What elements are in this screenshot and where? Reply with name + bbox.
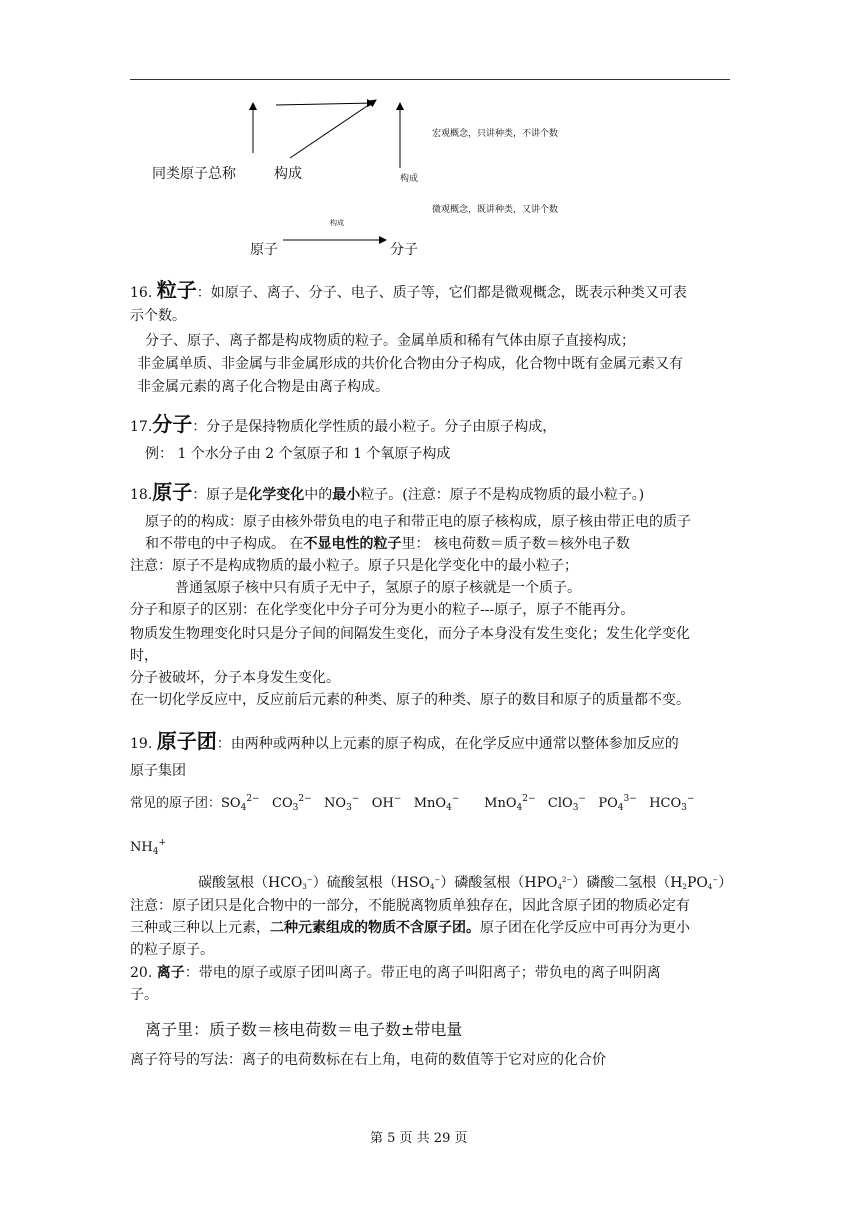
section-16-line3: 分子、原子、离子都是构成物质的粒子。金属单质和稀有气体由原子直接构成； <box>145 333 635 349</box>
arrow-diagonal <box>290 100 376 158</box>
section-20-line1: 20. 离子：带电的原子或原子团叫离子。带正电的离子叫阳离子；带负电的离子叫阴离 <box>130 965 661 981</box>
label-molecule: 分子 <box>390 242 418 258</box>
section-20-line3: 离子里：质子数＝核电荷数＝电子数±带电量 <box>145 1020 463 1039</box>
section-16-line5: 非金属元素的离子化合物是由离子构成。 <box>137 379 389 395</box>
section-17-line1: 17.分子：分子是保持物质化学性质的最小粒子。分子由原子构成， <box>130 412 557 436</box>
section-18-line1: 18.原子：原子是化学变化中的最小粒子。(注意：原子不是构成物质的最小粒子。) <box>130 480 645 504</box>
nh4-row: $NH_4^+$ <box>130 838 166 857</box>
term-atom: 原子 <box>152 480 193 504</box>
term-molecule: 分子 <box>152 412 193 436</box>
section-16-line1: 16. 粒子：如原子、离子、分子、电子、质子等，它们都是微观概念，既表示种类又可表 <box>130 278 687 302</box>
section-16-line2: 示个数。 <box>130 308 186 324</box>
label-same-atoms: 同类原子总称 <box>152 166 236 182</box>
section-18-line2: 原子的的构成：原子由核外带负电的电子和带正电的原子核构成，原子核由带正电的质子 <box>145 514 691 530</box>
section-19-line2: 原子集团 <box>130 763 186 779</box>
section-18-line9: 分子被破坏，分子本身发生变化。 <box>130 670 340 686</box>
page-footer: 第 5 页 共 29 页 <box>370 1131 468 1146</box>
label-macro: 宏观概念，只讲种类，不讲个数 <box>432 129 559 139</box>
label-atom: 原子 <box>250 242 278 258</box>
section-20-line4: 离子符号的写法：离子的电荷数标在右上角，电荷的数值等于它对应的化合价 <box>130 1052 606 1068</box>
term-atom-group: 原子团 <box>156 729 217 753</box>
section-19-line1: 19. 原子团：由两种或两种以上元素的原子构成，在化学反应中通常以整体参加反应的 <box>130 729 679 753</box>
section-18-line5: 普通氢原子核中只有质子无中子，氢原子的原子核就是一个质子。 <box>175 580 581 596</box>
section-17-line2: 例： 1 个水分子由 2 个氢原子和 1 个氧原子构成 <box>145 446 451 462</box>
section-18-line7: 物质发生物理变化时只是分子间的间隔发生变化，而分子本身没有发生变化；发生化学变化 <box>130 626 690 642</box>
label-compose-1: 构成 <box>274 166 302 182</box>
term-particle: 粒子 <box>156 278 197 302</box>
section-18-line6: 分子和原子的区别：在化学变化中分子可分为更小的粒子---原子，原子不能再分。 <box>130 602 635 618</box>
section-16-line4: 非金属单质、非金属与非金属形成的共价化合物由分子构成，化合物中既有金属元素又有 <box>137 356 683 372</box>
section-19-note3: 的粒子原子。 <box>130 942 214 958</box>
label-compose-2: 构成 <box>400 174 419 184</box>
term-ion: 离子 <box>156 965 185 981</box>
section-20-line2: 子。 <box>130 987 158 1003</box>
section-18-line10: 在一切化学反应中，反应前后元素的种类、原子的种类、原子的数目和原子的质量都不变。 <box>130 692 690 708</box>
acid-radicals-row: 碳酸氢根$(HCO_3^-)$硫酸氢根$(HSO_4^-)$磷酸氢根$(HPO_4^{2-})$磷酸二氢根$(H_2PO_4^-)$ <box>198 875 733 891</box>
section-18-line8: 时， <box>130 648 158 664</box>
section-18-line4: 注意：原子不是构成物质的最小粒子。原子只是化学变化中的最小粒子； <box>130 558 578 574</box>
arrow-top-horizontal <box>276 103 374 105</box>
section-18-line3: 和不带电的中子构成。 在不显电性的粒子里： 核电荷数＝质子数＝核外电子数 <box>145 536 630 552</box>
label-compose-3: 构成 <box>330 219 344 227</box>
common-groups-row: 常见的原子团：$SO_4^{2-}$ $CO_3^{2-}$ $NO_3^-$ OH− MnO$_4$− MnO$_4^{2-}$ ClO$_3$− $PO_4^{3-}$ $HCO_3^-$ <box>130 794 695 813</box>
section-19-note1: 注意：原子团只是化合物中的一部分，不能脱离物质单独存在，因此含原子团的物质必定有 <box>130 898 690 914</box>
concept-diagram <box>0 0 860 270</box>
section-19-note2: 三种或三种以上元素，二种元素组成的物质不含原子团。原子团在化学反应中可再分为更小 <box>130 920 690 936</box>
label-micro: 微观概念，既讲种类，又讲个数 <box>432 205 559 215</box>
